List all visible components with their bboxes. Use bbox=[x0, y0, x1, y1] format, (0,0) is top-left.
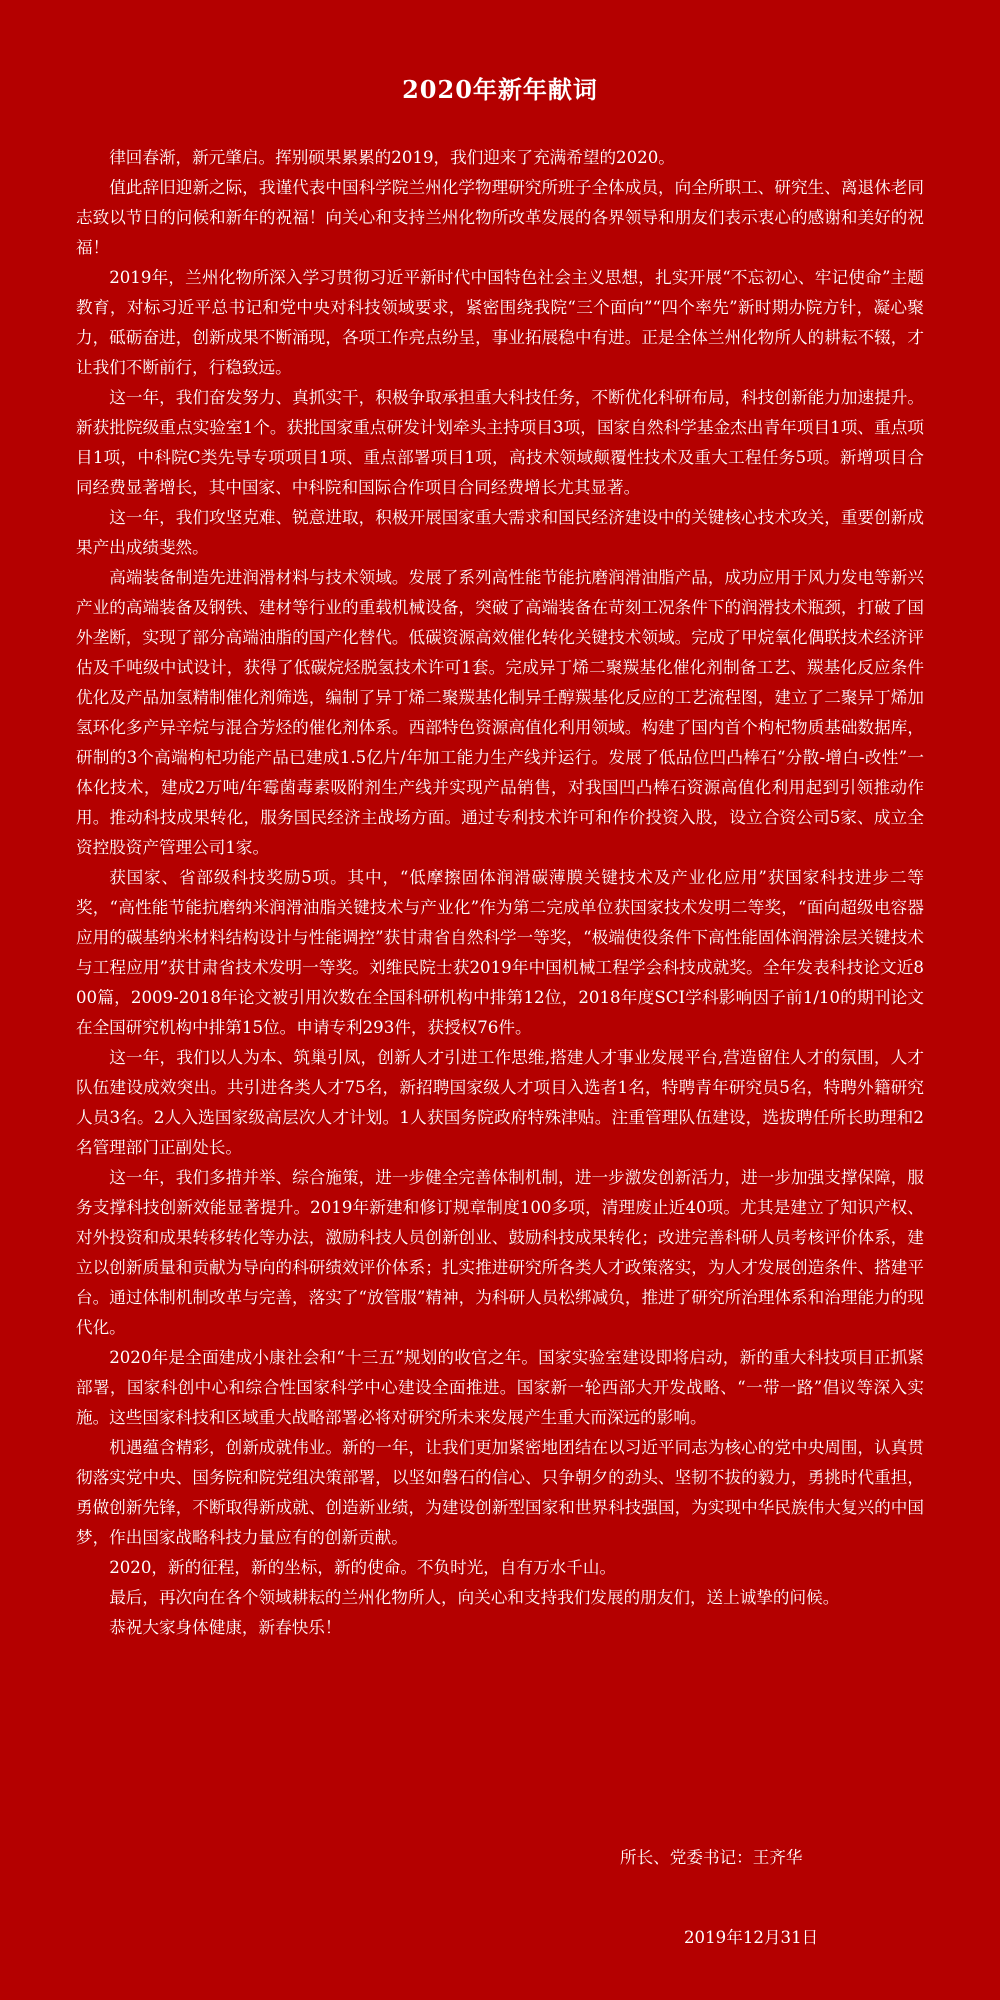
paragraph-6: 高端装备制造先进润滑材料与技术领域。发展了系列高性能节能抗磨润滑油脂产品，成功应用于风力发电等新兴产业的高端装备及钢铁、建材等行业的重载机械设备，突破了高端装备在苛刻工况条件下的润滑技术瓶颈，打破了国外垄断，实现了部分高端油脂的国产化替代。低碳资源高效催化转化关键技术领域。完成了甲烷氧化偶联技术经济评估及千吨级中试设计，获得了低碳烷烃脱氢技术许可1套。完成异丁烯二聚羰基化催化剂制备工艺、羰基化反应条件优化及产品加氢精制催化剂筛选，编制了异丁烯二聚羰基化制异壬醇羰基化反应的工艺流程图，建立了二聚异丁烯加氢环化多产异辛烷与混合芳烃的催化剂体系。西部特色资源高值化利用领域。构建了国内首个枸杞物质基础数据库，研制的3个高端枸杞功能产品已建成1.5亿片/年加工能力生产线并运行。发展了低品位凹凸棒石“分散-增白-改性”一体化技术，建成2万吨/年霉菌毒素吸附剂生产线并实现产品销售，对我国凹凸棒石资源高值化利用起到引领推动作用。推动科技成果转化，服务国民经济主战场方面。通过专利技术许可和作价投资入股，设立合资公司5家、成立全资控股资产管理公司1家。 bbox=[76, 568, 924, 857]
paragraph-5: 这一年，我们攻坚克难、锐意进取，积极开展国家重大需求和国民经济建设中的关键核心技术攻关，重要创新成果产出成绩斐然。 bbox=[76, 508, 924, 557]
letter-date: 2019年12月31日 bbox=[684, 1928, 819, 1947]
paragraph-11: 机遇蕴含精彩，创新成就伟业。新的一年，让我们更加紧密地团结在以习近平同志为核心的党中央周围，认真贯彻落实党中央、国务院和院党组决策部署，以坚如磐石的信心、只争朝夕的劲头、坚韧不拔的毅力，勇挑时代重担，勇做创新先锋，不断取得新成就、创造新业绩，为建设创新型国家和世界科技强国，为实现中华民族伟大复兴的中国梦，作出国家战略科技力量应有的创新贡献。 bbox=[76, 1438, 924, 1547]
paragraph-1: 律回春渐，新元肇启。挥别硕果累累的2019，我们迎来了充满希望的2020。 bbox=[109, 148, 675, 167]
paragraph-12: 2020，新的征程，新的坐标，新的使命。不负时光，自有万水千山。 bbox=[109, 1558, 617, 1577]
paragraph-9: 这一年，我们多措并举、综合施策，进一步健全完善体制机制，进一步激发创新活力，进一步加强支撑保障，服务支撑科技创新效能显著提升。2019年新建和修订规章制度100多项，清理废止近40项。尤其是建立了知识产权、对外投资和成果转移转化等办法，激励科技人员创新创业、鼓励科技成果转化；改进完善科研人员考核评价体系，建立以创新质量和贡献为导向的科研绩效评价体系；扎实推进研究所各类人才政策落实，为人才发展创造条件、搭建平台。通过体制机制改革与完善，落实了“放管服”精神，为科研人员松绑减负，推进了研究所治理体系和治理能力的现代化。 bbox=[76, 1168, 924, 1337]
paragraph-4: 这一年，我们奋发努力、真抓实干，积极争取承担重大科技任务，不断优化科研布局，科技创新能力加速提升。新获批院级重点实验室1个。获批国家重点研发计划牵头主持项目3项，国家自然科学基金杰出青年项目1项、重点项目1项，中科院C类先导专项项目1项、重点部署项目1项，高技术领域颠覆性技术及重大工程任务5项。新增项目合同经费显著增长，其中国家、中科院和国际合作项目合同经费增长尤其显著。 bbox=[76, 388, 924, 497]
paragraph-14: 恭祝大家身体健康，新春快乐！ bbox=[109, 1618, 342, 1637]
paragraph-13: 最后，再次向在各个领域耕耘的兰州化物所人，向关心和支持我们发展的朋友们，送上诚挚的问候。 bbox=[109, 1588, 840, 1607]
page-title: 2020年新年献词 bbox=[402, 75, 598, 104]
paragraph-10: 2020年是全面建成小康社会和“十三五”规划的收官之年。国家实验室建设即将启动，新的重大科技项目正抓紧部署，国家科创中心和综合性国家科学中心建设全面推进。国家新一轮西部大开发战略、“一带一路”倡议等深入实施。这些国家科技和区域重大战略部署必将对研究所未来发展产生重大而深远的影响。 bbox=[76, 1348, 924, 1427]
signature-line: 所长、党委书记：王齐华 bbox=[620, 1848, 803, 1867]
paragraph-8: 这一年，我们以人为本、筑巢引凤，创新人才引进工作思维,搭建人才事业发展平台,营造留住人才的氛围，人才队伍建设成效突出。共引进各类人才75名，新招聘国家级人才项目入选者1名，特聘青年研究员5名，特聘外籍研究人员3名。2人入选国家级高层次人才计划。1人获国务院政府特殊津贴。注重管理队伍建设，选拔聘任所长助理和2名管理部门正副处长。 bbox=[76, 1048, 924, 1157]
paragraph-7: 获国家、省部级科技奖励5项。其中，“低摩擦固体润滑碳薄膜关键技术及产业化应用”获国家科技进步二等奖，“高性能节能抗磨纳米润滑油脂关键技术与产业化”作为第二完成单位获国家技术发明二等奖，“面向超级电容器应用的碳基纳米材料结构设计与性能调控”获甘肃省自然科学一等奖，“极端使役条件下高性能固体润滑涂层关键技术与工程应用”获甘肃省技术发明一等奖。刘维民院士获2019年中国机械工程学会科技成就奖。全年发表科技论文近800篇，2009-2018年论文被引用次数在全国科研机构中排第12位，2018年度SCI学科影响因子前1/10的期刊论文在全国研究机构中排第15位。申请专利293件，获授权76件。 bbox=[76, 868, 924, 1037]
paragraph-2: 值此辞旧迎新之际，我谨代表中国科学院兰州化学物理研究所班子全体成员，向全所职工、研究生、离退休老同志致以节日的问候和新年的祝福！向关心和支持兰州化物所改革发展的各界领导和朋友们表示衷心的感谢和美好的祝福！ bbox=[76, 178, 924, 257]
paragraph-3: 2019年，兰州化物所深入学习贯彻习近平新时代中国特色社会主义思想，扎实开展“不忘初心、牢记使命”主题教育，对标习近平总书记和党中央对科技领域要求，紧密围绕我院“三个面向”“四个率先”新时期办院方针，凝心聚力，砥砺奋进，创新成果不断涌现，各项工作亮点纷呈，事业拓展稳中有进。正是全体兰州化物所人的耕耘不辍，才让我们不断前行，行稳致远。 bbox=[76, 268, 924, 377]
letter-body bbox=[76, 143, 924, 1643]
